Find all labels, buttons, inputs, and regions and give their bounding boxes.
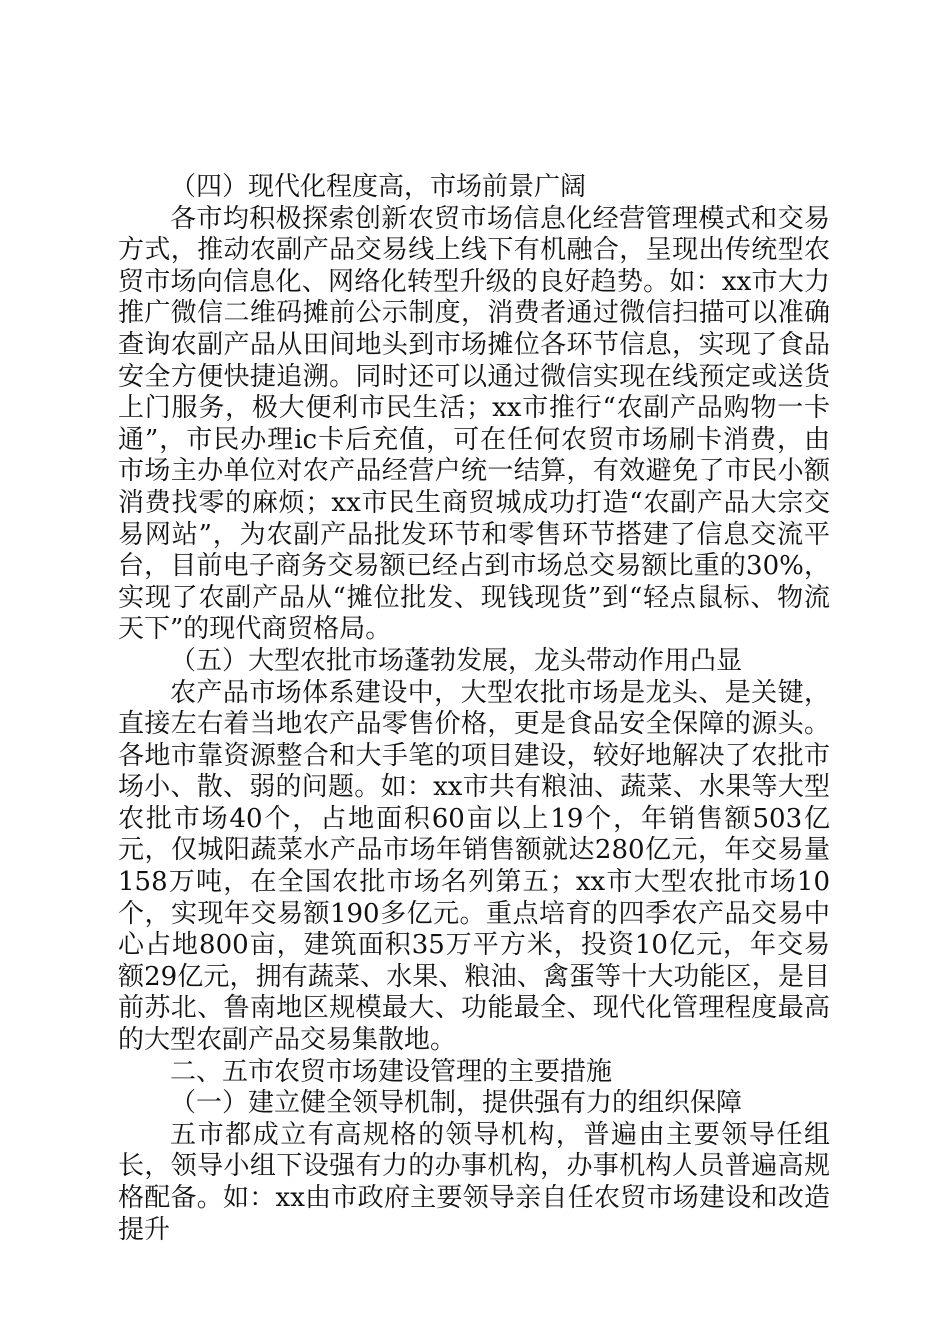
section-heading-4: （四）现代化程度高，市场前景广阔 — [170, 172, 587, 202]
document-body — [118, 172, 830, 1246]
paragraph-informatization: 各市均积极探索创新农贸市场信息化经营管理模式和交易方式，推动农副产品交易线上线下有机融合，呈现出传统型农贸市场向信息化、网络化转型升级的良好趋势。如：xx市大力推广微信二维码摊前公示制度，消费者通过微信扫描可以准确查询农副产品从田间地头到市场摊位各环节信息，实现了食品安全方便快捷追溯。同时还可以通过微信实现在线预定或送货上门服务，极大便利市民生活；xx市推行“农副产品购物一卡通”，市民办理ic卡后充值，可在任何农贸市场刷卡消费，由市场主办单位对农产品经营户统一结算，有效避免了市民小额消费找零的麻烦；xx市民生商贸城成功打造“农副产品大宗交易网站”，为农副产品批发环节和零售环节搭建了信息交流平台，目前电子商务交易额已经占到市场总交易额比重的30%，实现了农副产品从“摊位批发、现钱现货”到“轻点鼠标、物流天下”的现代商贸格局。 — [118, 203, 830, 645]
section-heading-5: （五）大型农批市场蓬勃发展，龙头带动作用凸显 — [170, 645, 743, 676]
paragraph-wholesale-markets: 农产品市场体系建设中，大型农批市场是龙头、是关键，直接左右着当地农产品零售价格，更是食品安全保障的源头。各地市靠资源整合和大手笔的项目建设，较好地解决了农批市场小、散、弱的问题。如：xx市共有粮油、蔬菜、水果等大型农批市场40个，占地面积60亩以上19个，年销售额503亿元，仅城阳蔬菜水产品市场年销售额就达280亿元，年交易量158万吨，在全国农批市场名列第五；xx市大型农批市场10个，实现年交易额190多亿元。重点培育的四季农产品交易中心占地800亩，建筑面积35万平方米，投资10亿元，年交易额29亿元，拥有蔬菜、水果、粮油、禽蛋等十大功能区，是目前苏北、鲁南地区规模最大、功能最全、现代化管理程度最高的大型农副产品交易集散地。 — [118, 677, 830, 1056]
section-heading-1: （一）建立健全领导机制，提供强有力的组织保障 — [170, 1088, 743, 1119]
paragraph-leadership: 五市都成立有高规格的领导机构，普遍由主要领导任组长，领导小组下设强有力的办事机构，办事机构人员普遍高规格配备。如：xx由市政府主要领导亲自任农贸市场建设和改造提升 — [118, 1119, 830, 1245]
chapter-heading-2: 二、五市农贸市场建设管理的主要措施 — [170, 1056, 613, 1087]
